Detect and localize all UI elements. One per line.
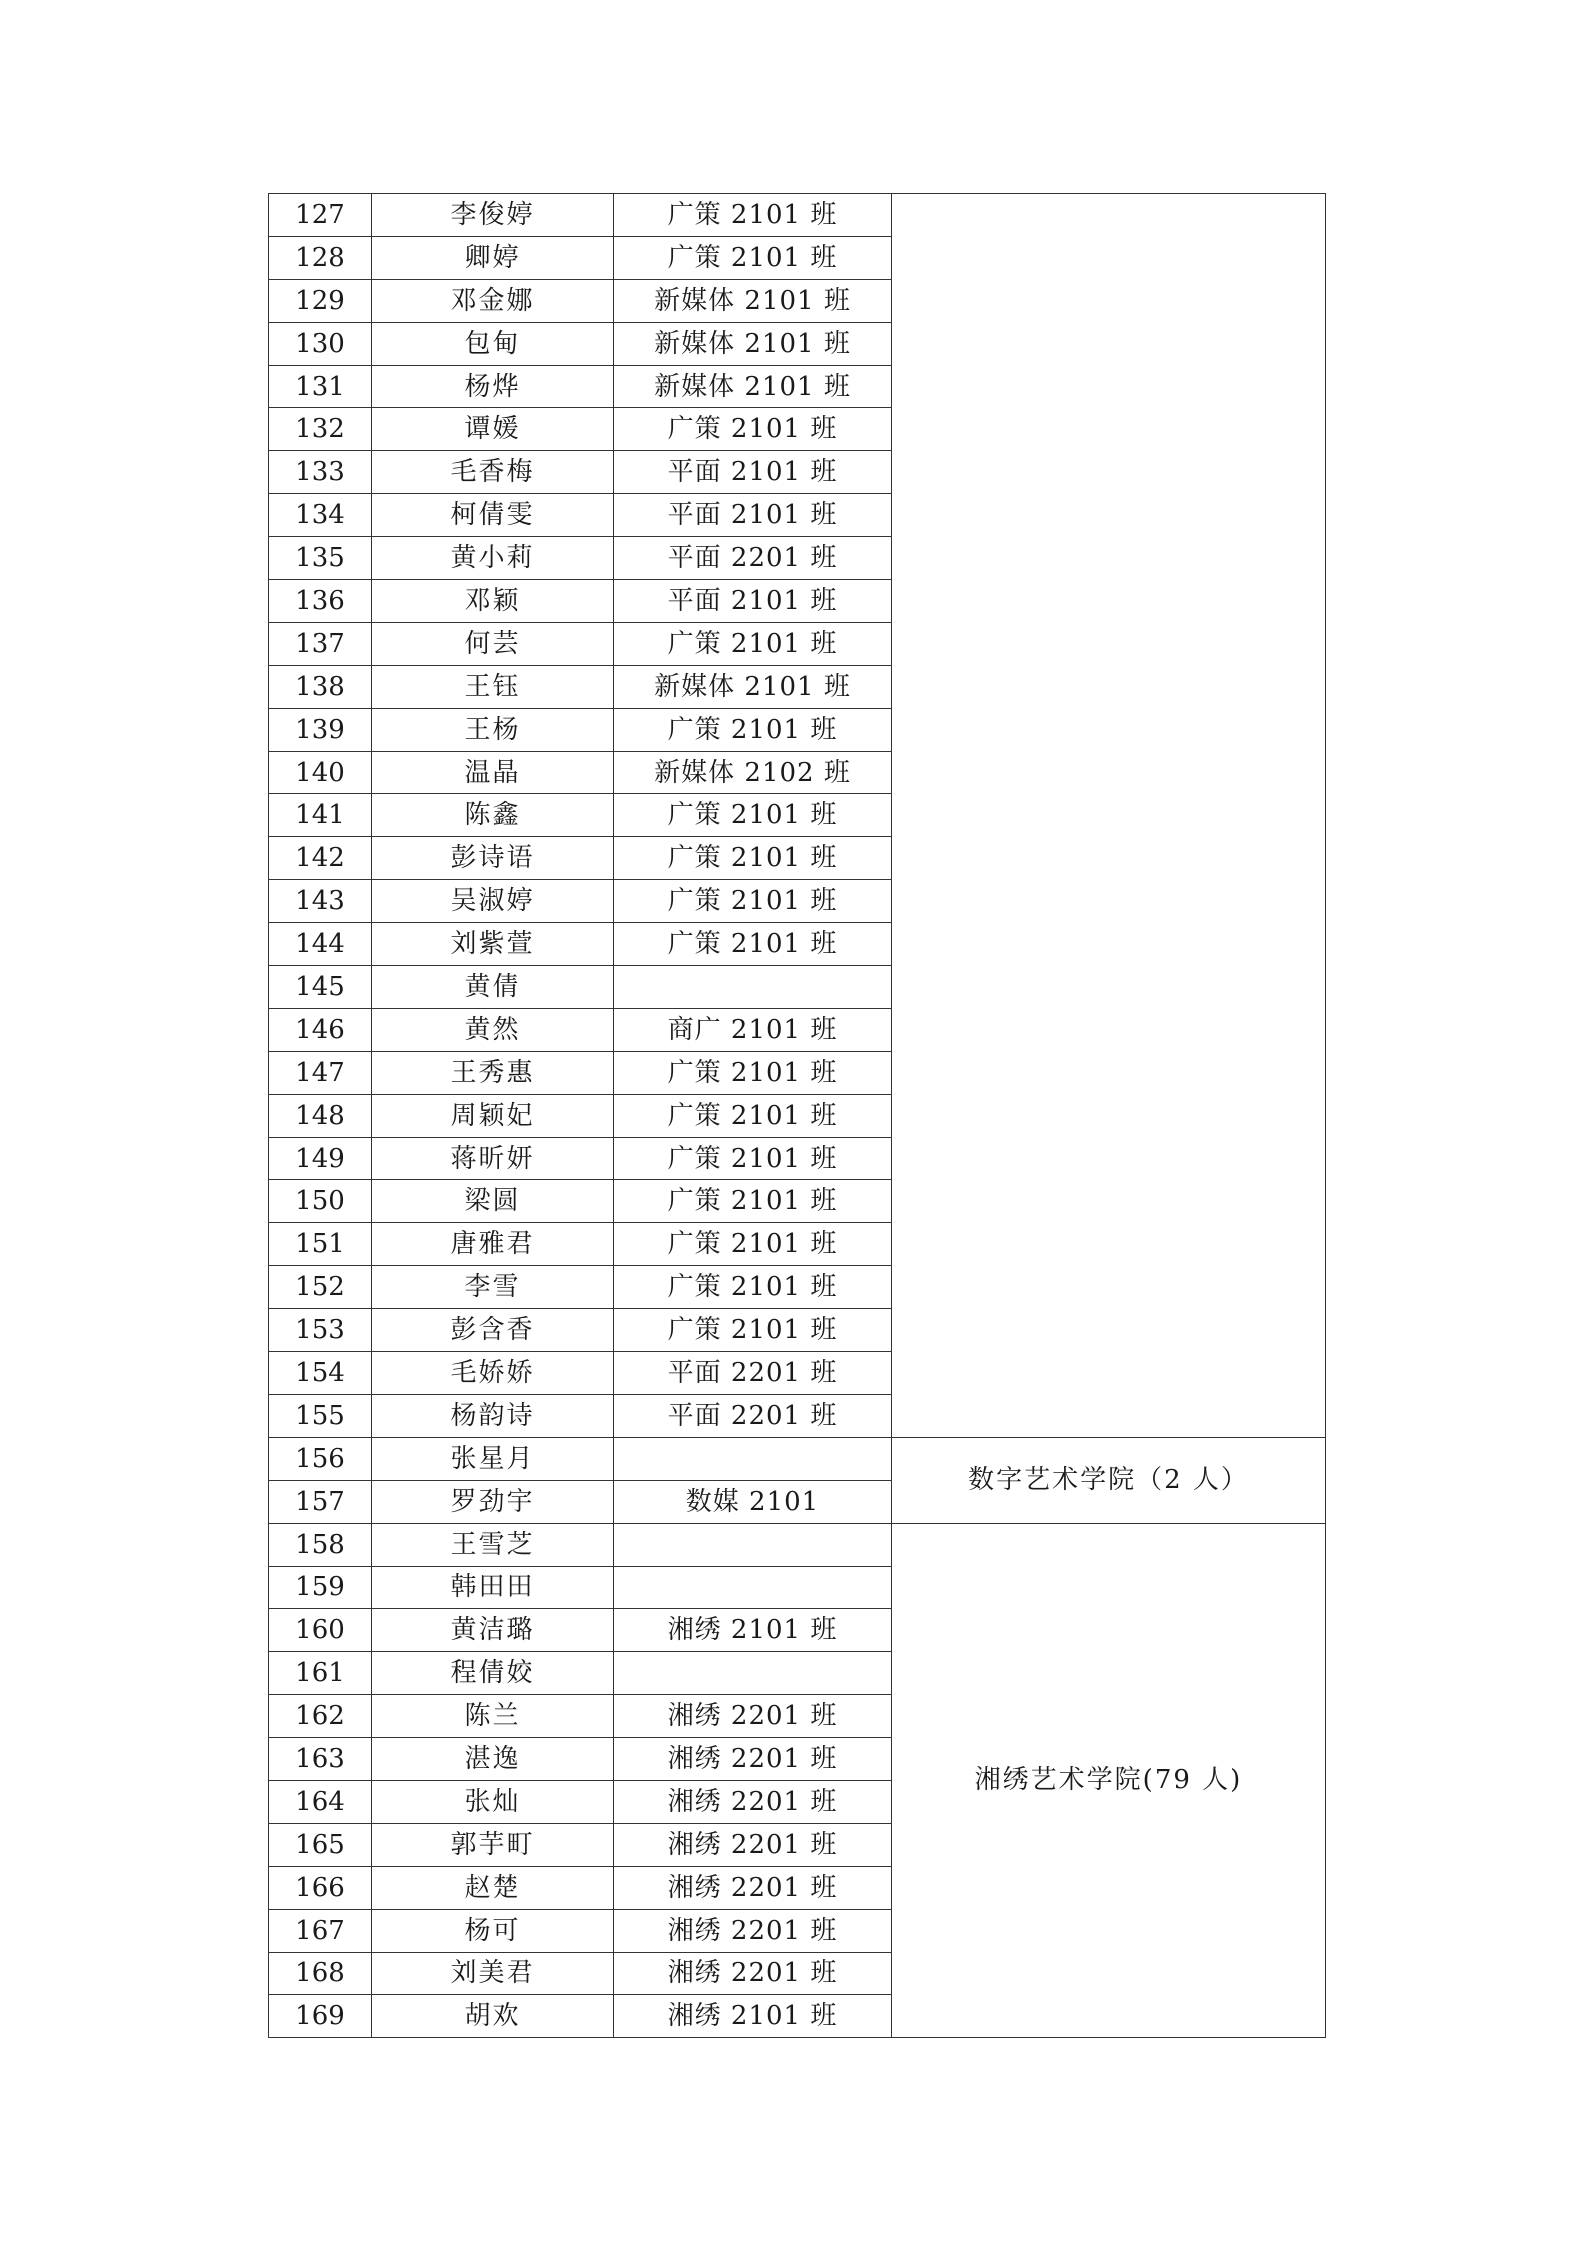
student-name-cell: 周颖妃 xyxy=(372,1094,614,1137)
class-cell: 新媒体 2101 班 xyxy=(614,322,892,365)
student-roster-table xyxy=(268,193,1326,2038)
row-number-cell: 137 xyxy=(269,622,372,665)
class-cell: 湘绣 2201 班 xyxy=(614,1823,892,1866)
row-number-cell: 163 xyxy=(269,1738,372,1781)
student-name-cell: 王钰 xyxy=(372,665,614,708)
class-cell: 广策 2101 班 xyxy=(614,1180,892,1223)
row-number-cell: 153 xyxy=(269,1309,372,1352)
row-number-cell: 167 xyxy=(269,1909,372,1952)
student-name-cell: 柯倩雯 xyxy=(372,494,614,537)
class-cell: 广策 2101 班 xyxy=(614,236,892,279)
student-name-cell: 唐雅君 xyxy=(372,1223,614,1266)
student-name-cell: 李雪 xyxy=(372,1266,614,1309)
student-name-cell: 邓颖 xyxy=(372,580,614,623)
student-name-cell: 刘紫萱 xyxy=(372,923,614,966)
table-row xyxy=(269,1437,1326,1480)
class-cell: 广策 2101 班 xyxy=(614,1051,892,1094)
row-number-cell: 139 xyxy=(269,708,372,751)
row-number-cell: 162 xyxy=(269,1695,372,1738)
class-cell: 广策 2101 班 xyxy=(614,1309,892,1352)
row-number-cell: 161 xyxy=(269,1652,372,1695)
class-cell: 平面 2201 班 xyxy=(614,1352,892,1395)
student-name-cell: 杨烨 xyxy=(372,365,614,408)
row-number-cell: 168 xyxy=(269,1952,372,1995)
student-name-cell: 刘美君 xyxy=(372,1952,614,1995)
student-name-cell: 包甸 xyxy=(372,322,614,365)
student-name-cell: 李俊婷 xyxy=(372,194,614,237)
class-cell: 广策 2101 班 xyxy=(614,708,892,751)
row-number-cell: 127 xyxy=(269,194,372,237)
student-name-cell: 罗劲宇 xyxy=(372,1480,614,1523)
class-cell: 广策 2101 班 xyxy=(614,1137,892,1180)
student-name-cell: 张灿 xyxy=(372,1780,614,1823)
student-name-cell: 陈鑫 xyxy=(372,794,614,837)
class-cell: 平面 2101 班 xyxy=(614,494,892,537)
row-number-cell: 169 xyxy=(269,1995,372,2038)
row-number-cell: 130 xyxy=(269,322,372,365)
row-number-cell: 155 xyxy=(269,1394,372,1437)
class-cell: 平面 2201 班 xyxy=(614,537,892,580)
student-name-cell: 何芸 xyxy=(372,622,614,665)
row-number-cell: 151 xyxy=(269,1223,372,1266)
student-name-cell: 郭芋町 xyxy=(372,1823,614,1866)
student-name-cell: 胡欢 xyxy=(372,1995,614,2038)
class-cell: 广策 2101 班 xyxy=(614,1266,892,1309)
class-cell: 湘绣 2201 班 xyxy=(614,1780,892,1823)
student-name-cell: 彭诗语 xyxy=(372,837,614,880)
row-number-cell: 133 xyxy=(269,451,372,494)
class-cell xyxy=(614,1566,892,1609)
class-cell: 湘绣 2201 班 xyxy=(614,1866,892,1909)
class-cell: 湘绣 2201 班 xyxy=(614,1952,892,1995)
class-cell xyxy=(614,966,892,1009)
class-cell: 广策 2101 班 xyxy=(614,880,892,923)
table-row xyxy=(269,194,1326,237)
student-name-cell: 梁圆 xyxy=(372,1180,614,1223)
row-number-cell: 149 xyxy=(269,1137,372,1180)
row-number-cell: 154 xyxy=(269,1352,372,1395)
roster-body xyxy=(269,194,1326,2038)
student-name-cell: 黄然 xyxy=(372,1008,614,1051)
class-cell: 新媒体 2101 班 xyxy=(614,365,892,408)
row-number-cell: 138 xyxy=(269,665,372,708)
student-name-cell: 蒋昕妍 xyxy=(372,1137,614,1180)
student-name-cell: 毛娇娇 xyxy=(372,1352,614,1395)
student-name-cell: 毛香梅 xyxy=(372,451,614,494)
student-name-cell: 彭含香 xyxy=(372,1309,614,1352)
row-number-cell: 150 xyxy=(269,1180,372,1223)
class-cell: 湘绣 2201 班 xyxy=(614,1695,892,1738)
student-name-cell: 温晶 xyxy=(372,751,614,794)
class-cell: 广策 2101 班 xyxy=(614,408,892,451)
row-number-cell: 156 xyxy=(269,1437,372,1480)
row-number-cell: 158 xyxy=(269,1523,372,1566)
student-name-cell: 黄倩 xyxy=(372,966,614,1009)
row-number-cell: 141 xyxy=(269,794,372,837)
student-name-cell: 邓金娜 xyxy=(372,279,614,322)
row-number-cell: 165 xyxy=(269,1823,372,1866)
row-number-cell: 128 xyxy=(269,236,372,279)
class-cell: 广策 2101 班 xyxy=(614,923,892,966)
student-name-cell: 赵楚 xyxy=(372,1866,614,1909)
class-cell: 商广 2101 班 xyxy=(614,1008,892,1051)
row-number-cell: 132 xyxy=(269,408,372,451)
class-cell: 广策 2101 班 xyxy=(614,194,892,237)
student-name-cell: 黄洁璐 xyxy=(372,1609,614,1652)
class-cell: 湘绣 2201 班 xyxy=(614,1738,892,1781)
row-number-cell: 143 xyxy=(269,880,372,923)
row-number-cell: 152 xyxy=(269,1266,372,1309)
student-name-cell: 卿婷 xyxy=(372,236,614,279)
class-cell xyxy=(614,1437,892,1480)
student-name-cell: 王秀惠 xyxy=(372,1051,614,1094)
class-cell: 新媒体 2102 班 xyxy=(614,751,892,794)
class-cell: 湘绣 2201 班 xyxy=(614,1909,892,1952)
class-cell: 广策 2101 班 xyxy=(614,622,892,665)
row-number-cell: 145 xyxy=(269,966,372,1009)
student-name-cell: 王杨 xyxy=(372,708,614,751)
student-name-cell: 杨可 xyxy=(372,1909,614,1952)
class-cell xyxy=(614,1652,892,1695)
row-number-cell: 147 xyxy=(269,1051,372,1094)
class-cell: 湘绣 2101 班 xyxy=(614,1609,892,1652)
college-cell: 数字艺术学院（2 人） xyxy=(892,1437,1326,1523)
class-cell xyxy=(614,1523,892,1566)
student-name-cell: 王雪芝 xyxy=(372,1523,614,1566)
student-name-cell: 谭媛 xyxy=(372,408,614,451)
student-name-cell: 程倩姣 xyxy=(372,1652,614,1695)
college-cell xyxy=(892,194,1326,1438)
class-cell: 平面 2201 班 xyxy=(614,1394,892,1437)
class-cell: 数媒 2101 xyxy=(614,1480,892,1523)
row-number-cell: 129 xyxy=(269,279,372,322)
student-name-cell: 杨韵诗 xyxy=(372,1394,614,1437)
student-name-cell: 陈兰 xyxy=(372,1695,614,1738)
class-cell: 湘绣 2101 班 xyxy=(614,1995,892,2038)
row-number-cell: 146 xyxy=(269,1008,372,1051)
class-cell: 新媒体 2101 班 xyxy=(614,665,892,708)
class-cell: 平面 2101 班 xyxy=(614,451,892,494)
class-cell: 广策 2101 班 xyxy=(614,1223,892,1266)
row-number-cell: 148 xyxy=(269,1094,372,1137)
student-name-cell: 黄小莉 xyxy=(372,537,614,580)
table-row xyxy=(269,1523,1326,1566)
row-number-cell: 160 xyxy=(269,1609,372,1652)
college-cell: 湘绣艺术学院(79 人) xyxy=(892,1523,1326,2038)
student-name-cell: 湛逸 xyxy=(372,1738,614,1781)
row-number-cell: 135 xyxy=(269,537,372,580)
class-cell: 广策 2101 班 xyxy=(614,837,892,880)
row-number-cell: 159 xyxy=(269,1566,372,1609)
row-number-cell: 140 xyxy=(269,751,372,794)
row-number-cell: 136 xyxy=(269,580,372,623)
row-number-cell: 142 xyxy=(269,837,372,880)
class-cell: 平面 2101 班 xyxy=(614,580,892,623)
row-number-cell: 166 xyxy=(269,1866,372,1909)
student-name-cell: 吴淑婷 xyxy=(372,880,614,923)
student-name-cell: 韩田田 xyxy=(372,1566,614,1609)
row-number-cell: 134 xyxy=(269,494,372,537)
row-number-cell: 157 xyxy=(269,1480,372,1523)
row-number-cell: 131 xyxy=(269,365,372,408)
class-cell: 新媒体 2101 班 xyxy=(614,279,892,322)
class-cell: 广策 2101 班 xyxy=(614,794,892,837)
row-number-cell: 164 xyxy=(269,1780,372,1823)
student-name-cell: 张星月 xyxy=(372,1437,614,1480)
class-cell: 广策 2101 班 xyxy=(614,1094,892,1137)
row-number-cell: 144 xyxy=(269,923,372,966)
